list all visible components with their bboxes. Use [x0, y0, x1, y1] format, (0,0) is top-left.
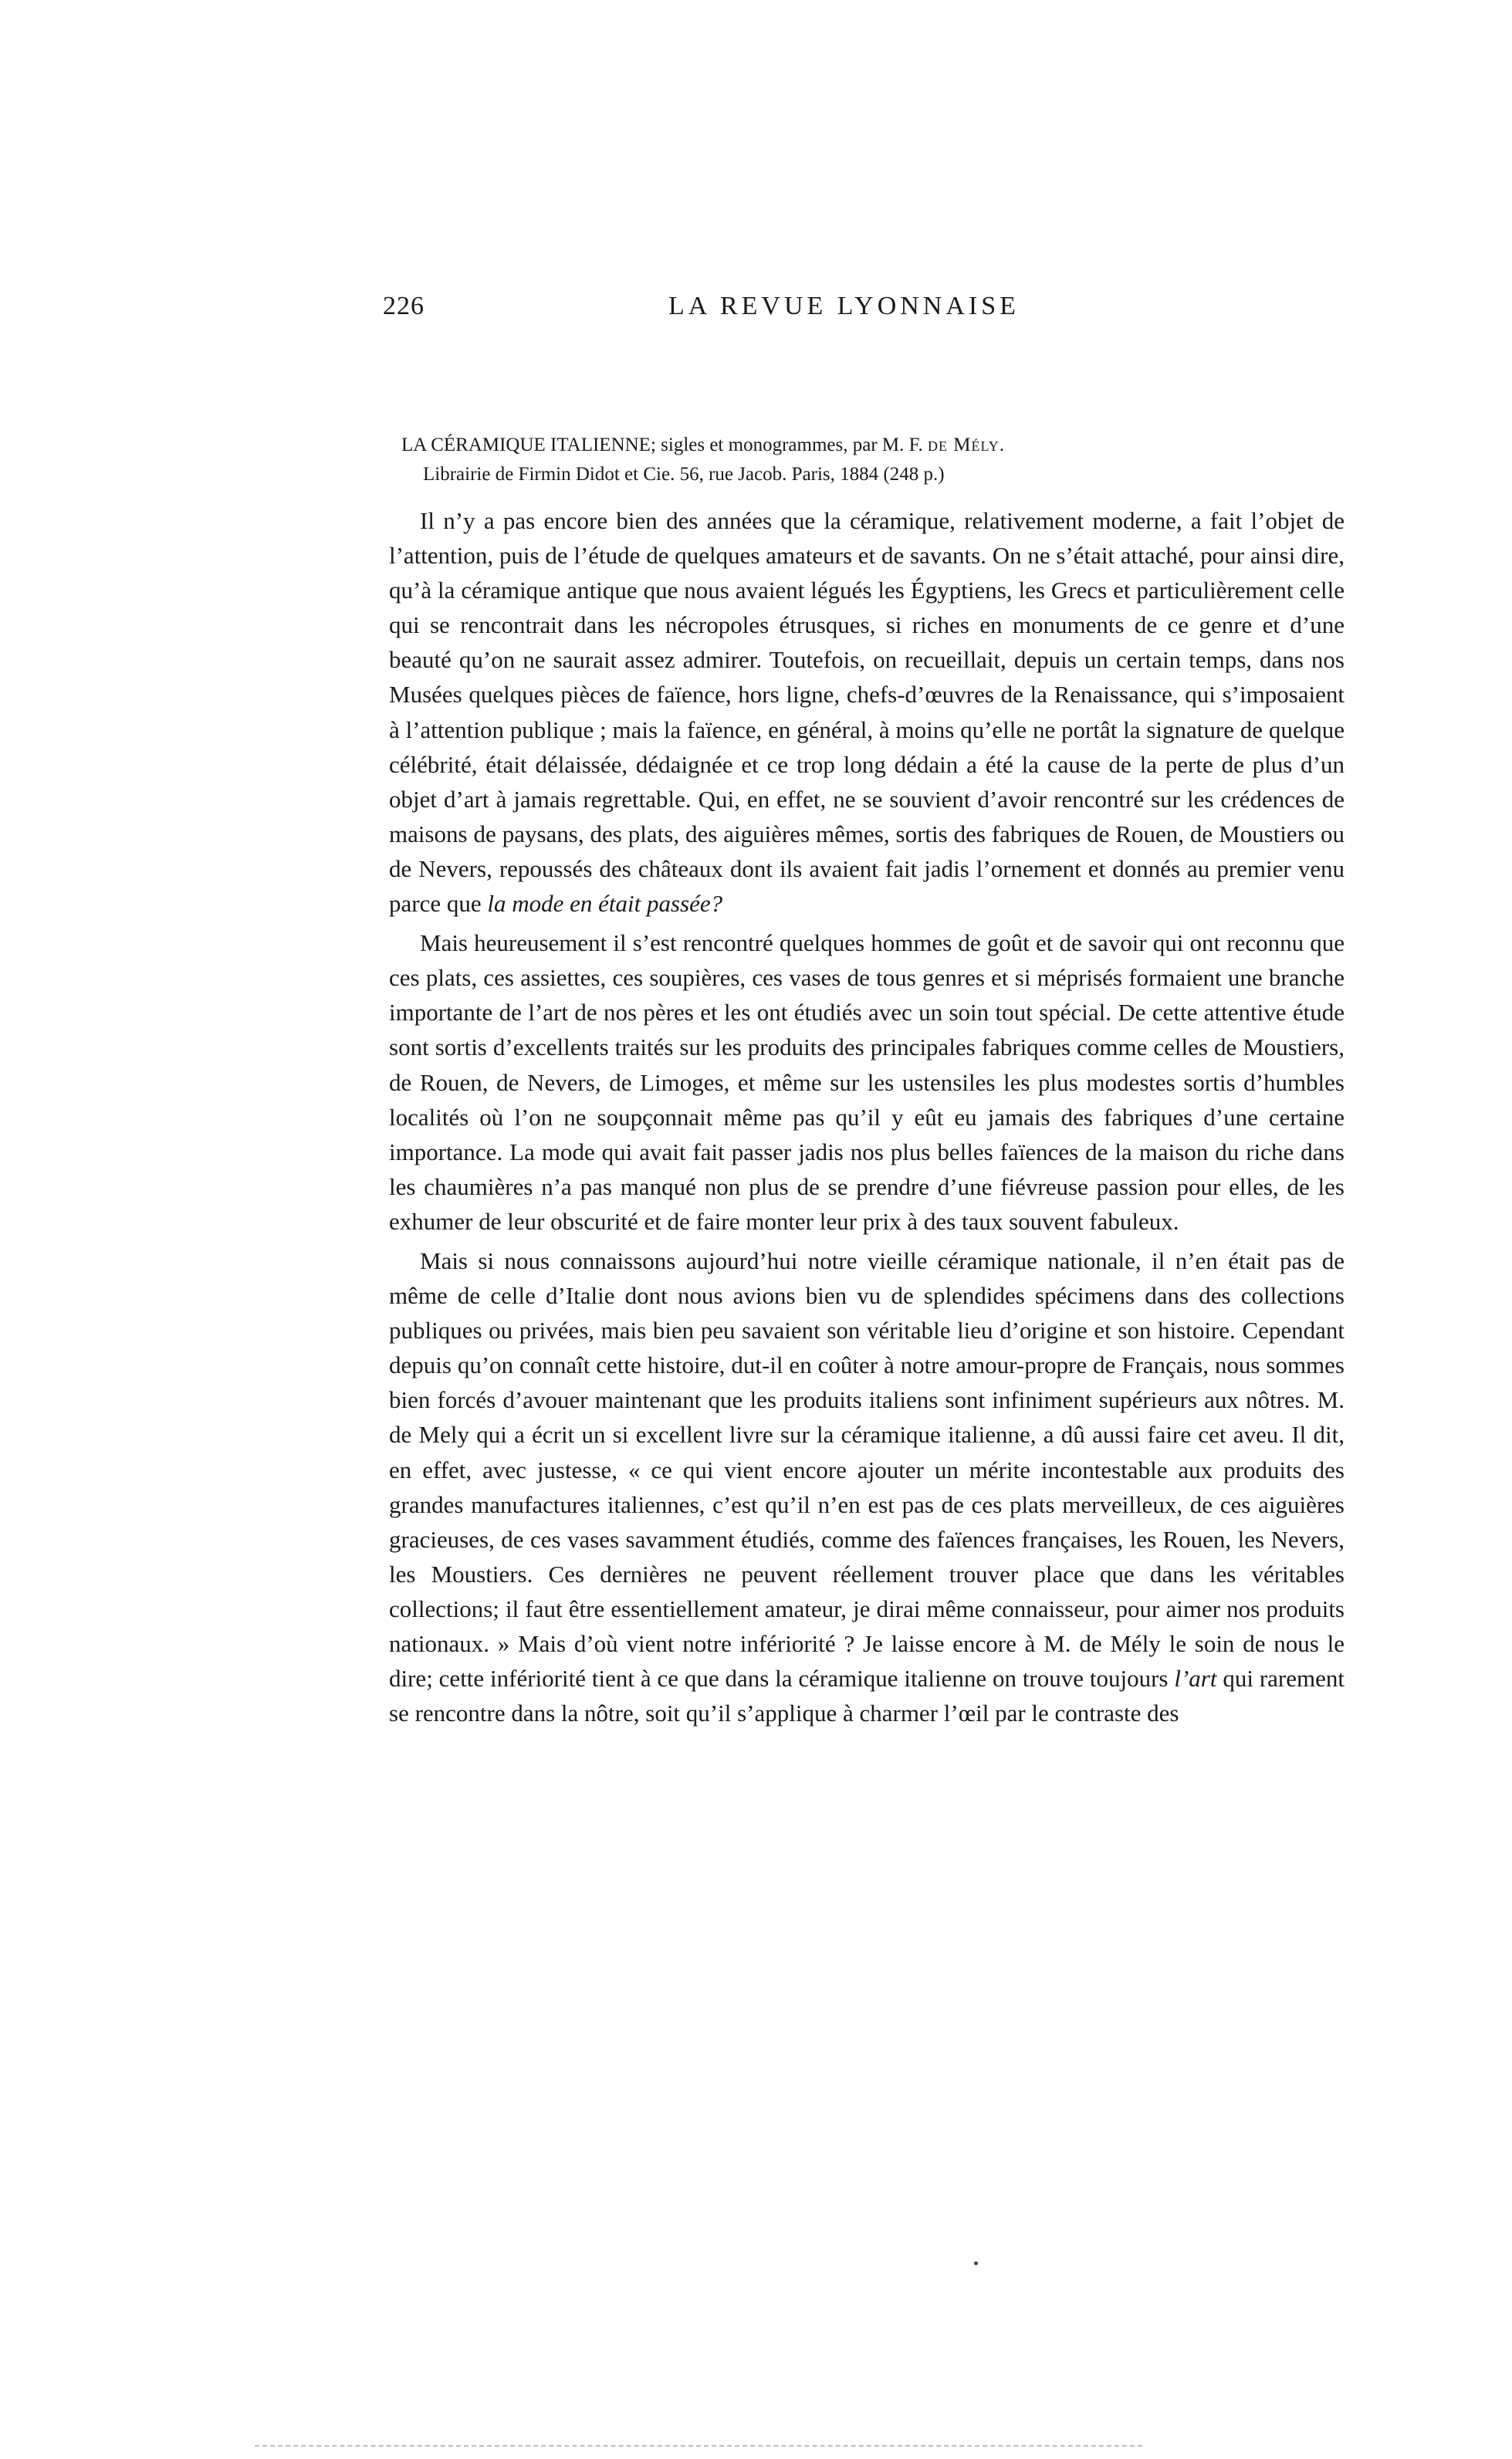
paragraph-1-text: Il n’y a pas encore bien des années que la céramique, relativement moderne, a fait l’objet de l’attention, puis de l’étude de quelques amateurs et de savants. On ne s’était attaché, pour ainsi dire, qu’à la céramique antique que nous avaient légués les Égyptiens, les Grecs et particulièrement celle qui se rencontrait dans les nécropoles étrusques, si riches en monuments de ce genre et d’une beauté qu’on ne saurait assez admirer. Toutefois, on recueillait, depuis un certain temps, dans nos Musées quelques pièces de faïence, hors ligne, chefs-d’œuvres de la Renaissance, qui s’imposaient à l’attention publique ; mais la faïence, en général, à moins qu’elle ne portât la signature de quelque célébrité, était délaissée, dédaignée et ce trop long dédain a été la cause de la perte de plus d’un objet d’art à jamais regrettable. Qui, en effet, ne se souvient d’avoir rencontré sur les crédences de maisons de paysans, des plats, des aiguières mêmes, sortis des fabriques de Rouen, de Moustiers ou de Nevers, repoussés des châteaux dont ils avaient fait jadis l’ornement et donnés au premier venu parce que: [389, 507, 1345, 918]
scan-edge-rule: [255, 2445, 1142, 2447]
book-author: de Mély.: [928, 435, 1005, 455]
book-reference-line-2: Librairie de Firmin Didot et Cie. 56, rue Jacob. Paris, 1884 (248 p.): [423, 464, 945, 485]
paragraph-3-text-a: Mais si nous connaissons aujourd’hui notre vieille céramique nationale, il n’en était pas de même de celle d’Italie dont nous avions bien vu de splendides spécimens dans des collections publiques ou privées, mais bien peu savaient son véritable lieu d’origine et son histoire. Cependant depuis qu’on connaît cette histoire, dut-il en coûter à notre amour-propre de Français, nous sommes bien forcés d’avouer maintenant que les produits italiens sont infiniment supérieurs aux nôtres. M. de Mely qui a écrit un si excellent livre sur la céramique italienne, a dû aussi faire cet aveu. Il dit, en effet, avec justesse, « ce qui vient encore ajouter un mérite incontestable aux produits des grandes manufactures italiennes, c’est qu’il n’en est pas de ces plats merveilleux, de ces aiguières gracieuses, de ces vases savamment étudiés, comme des faïences françaises, les Rouen, les Nevers, les Moustiers. Ces dernières ne peuvent réellement trouver place que dans les véritables collections; il faut être essentiellement amateur, je dirai même connaisseur, pour aimer nos produits nationaux. » Mais d’où vient notre infériorité ? Je laisse encore à M. de Mély le soin de nous le dire; cette infériorité tient à ce que dans la céramique italienne on trouve toujours: [389, 1246, 1345, 1693]
paragraph-3-text-b: qui rarement se rencontre dans la nôtre, soit qu’il s’applique à charmer l’œil par le contraste des: [389, 1665, 1345, 1727]
article-body: [389, 503, 1345, 1730]
journal-title: LA REVUE LYONNAISE: [668, 292, 1020, 320]
paragraph-2: Mais heureusement il s’est rencontré quelques hommes de goût et de savoir qui ont reconnu que ces plats, ces assiettes, ces soupières, ces vases de tous genres et si méprisés formaient une branche importante de l’art de nos pères et les ont étudiés avec un soin tout spécial. De cette attentive étude sont sortis d’excellents traités sur les produits des principales fabriques comme celles de Moustiers, de Rouen, de Nevers, de Limoges, et même sur les ustensiles les plus modestes sortis d’humbles localités où l’on ne soupçonnait même pas qu’il y eût eu jamais des fabriques d’une certaine importance. La mode qui avait fait passer jadis nos plus belles faïences de la maison du riche dans les chaumières n’a pas manqué non plus de se prendre d’une fiévreuse passion pour elles, de les exhumer de leur obscurité et de faire monter leur prix à des taux souvent fabuleux.: [389, 929, 1345, 1235]
ink-speck: [974, 2261, 978, 2265]
book-title: LA CÉRAMIQUE ITALIENNE; sigles et monogrammes, par M. F.: [401, 435, 923, 455]
paragraph-1: [389, 503, 1345, 921]
running-head: [383, 292, 1340, 330]
page-number: 226: [383, 292, 425, 320]
book-reference-line-1: [401, 431, 1374, 460]
paragraph-1-italic: la mode en était passée?: [487, 890, 723, 918]
book-reference: [401, 431, 1374, 489]
paragraph-3-italic: l’art: [1174, 1665, 1217, 1693]
paragraph-3: [389, 1243, 1345, 1730]
